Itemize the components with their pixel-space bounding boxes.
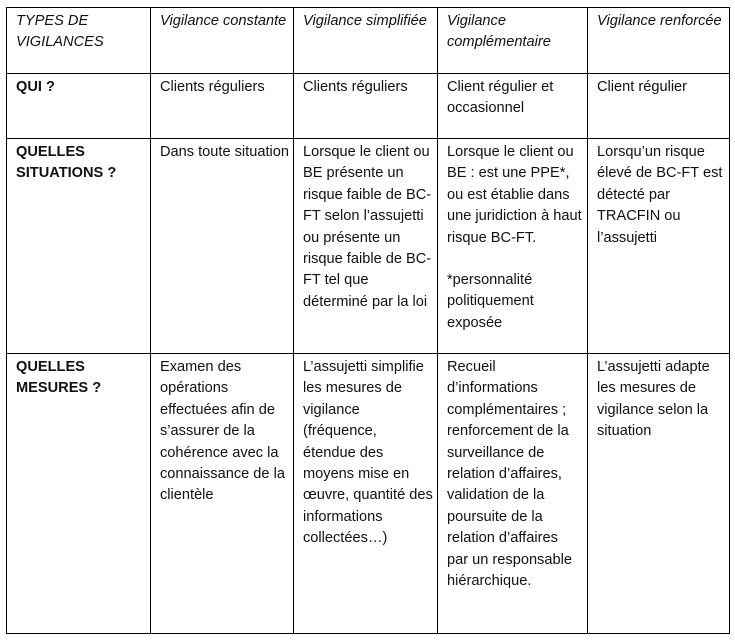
cell-qui-complementaire: Client régulier et occasionnel	[438, 74, 588, 139]
header-types: TYPES DE VIGILANCES	[7, 8, 151, 74]
cell-qui-renforcee: Client régulier	[588, 74, 730, 139]
header-simplifiee: Vigilance simplifiée	[294, 8, 438, 74]
cell-situations-constante: Dans toute situation	[151, 139, 294, 354]
row-mesures	[7, 354, 730, 634]
header-renforcee: Vigilance renforcée	[588, 8, 730, 74]
cell-mesures-complementaire: Recueil d’informations complémentaires ; renforcement de la surveillance de relation d’affaires, validation de la poursuite de la relation d’affaires par un responsable hiérarchique.	[438, 354, 588, 634]
cell-situations-renforcee: Lorsqu’un risque élevé de BC-FT est détecté par TRACFIN ou l’assujetti	[588, 139, 730, 354]
row-situations	[7, 139, 730, 354]
cell-qui-constante: Clients réguliers	[151, 74, 294, 139]
cell-situations-complementaire	[438, 139, 588, 354]
row-label-qui: QUI ?	[7, 74, 151, 139]
situations-complementaire-text: Lorsque le client ou BE : est une PPE*, ou est établie dans une juridiction à haut risque BC-FT.	[447, 144, 582, 246]
cell-qui-simplifiee: Clients réguliers	[294, 74, 438, 139]
header-constante: Vigilance constante	[151, 8, 294, 74]
cell-mesures-constante: Examen des opérations effectuées afin de s’assurer de la cohérence avec la connaissance de la clientèle	[151, 354, 294, 634]
cell-mesures-renforcee: L’assujetti adapte les mesures de vigilance selon la situation	[588, 354, 730, 634]
row-qui	[7, 74, 730, 139]
row-label-situations: QUELLES SITUATIONS ?	[7, 139, 151, 354]
cell-mesures-simplifiee: L’assujetti simplifie les mesures de vigilance (fréquence, étendue des moyens mise en œuvre, quantité des informations collectées…)	[294, 354, 438, 634]
vigilance-table	[6, 7, 730, 634]
ppe-footnote: *personnalité politiquement exposée	[447, 272, 534, 331]
cell-situations-simplifiee: Lorsque le client ou BE présente un risque faible de BC-FT selon l’assujetti ou présente un risque faible de BC-FT tel que déterminé par la loi	[294, 139, 438, 354]
header-row	[7, 8, 730, 74]
header-complementaire: Vigilance complémentaire	[438, 8, 588, 74]
row-label-mesures: QUELLES MESURES ?	[7, 354, 151, 634]
